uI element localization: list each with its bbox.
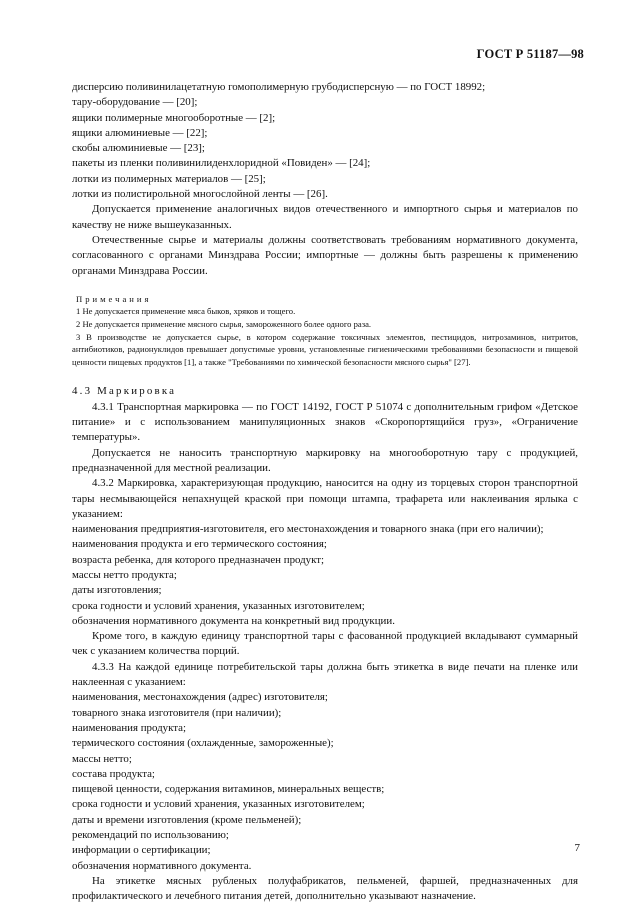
notes-block [72, 293, 578, 369]
note-item: 1 Не допускается применение мяса быков, хряков и тощего. [76, 306, 296, 317]
list-item: информации о сертификации; [72, 844, 211, 857]
notes-title: Примечания [76, 293, 152, 304]
section-heading-marking: 4.3 Маркировка [72, 385, 177, 398]
list-item: ящики алюминиевые — [22]; [72, 126, 208, 139]
list-item: наименования, местонахождения (адрес) изготовителя; [72, 691, 328, 704]
list-item: обозначения нормативного документа на конкретный вид продукции. [72, 614, 395, 627]
page-number: 7 [574, 842, 580, 854]
list-item: тару-оборудование — [20]; [72, 96, 198, 109]
list-item: даты изготовления; [72, 584, 162, 597]
paragraph-4-3-1: 4.3.1 Транспортная маркировка — по ГОСТ 14192, ГОСТ Р 51074 с дополнительным грифом «Детское питание» и с использованием манипуляционных знаков «Скоропортящийся груз», «Ограничение температуры». [72, 400, 578, 444]
list-item: товарного знака изготовителя (при наличии); [72, 706, 282, 719]
list-item: пакеты из пленки поливинилиденхлоридной «Повиден» — [24]; [72, 157, 371, 170]
list-item: наименования предприятия-изготовителя, его местонахождения и товарного знака (при его наличии); [72, 523, 544, 536]
list-item: возраста ребенка, для которого предназначен продукт; [72, 553, 325, 566]
list-item: срока годности и условий хранения, указанных изготовителем; [72, 599, 365, 612]
list-item: скобы алюминиевые — [23]; [72, 142, 205, 155]
paragraph-4-3-3: 4.3.3 На каждой единице потребительской тары должна быть этикетка в виде печати на пленке или наклеенная с указанием: [72, 660, 578, 689]
list-item: ящики полимерные многооборотные — [2]; [72, 111, 276, 124]
list-item: состава продукта; [72, 767, 155, 780]
list-item: даты и времени изготовления (кроме пельменей); [72, 813, 302, 826]
list-item: наименования продукта и его термического состояния; [72, 538, 327, 551]
paragraph-4-3-1-b: Допускается не наносить транспортную маркировку на многооборотную тару с продукцией, предназначенной для местной реализации. [72, 446, 578, 474]
list-item: срока годности и условий хранения, указанных изготовителем; [72, 798, 365, 811]
list-item: наименования продукта; [72, 721, 187, 734]
list-item: дисперсию поливинилацетатную гомополимерную грубодисперсную — по ГОСТ 18992; [72, 81, 486, 93]
list-item: массы нетто продукта; [72, 568, 177, 581]
list-item: рекомендаций по использованию; [72, 829, 229, 842]
list-item: термического состояния (охлажденные, замороженные); [72, 737, 334, 750]
document-header-standard-code: ГОСТ Р 51187—98 [476, 47, 584, 61]
note-item: 2 Не допускается применение мясного сырья, замороженного более одного раза. [76, 319, 372, 330]
paragraph-label-purpose: На этикетке мясных рубленых полуфабрикатов, пельменей, фаршей, предназначенных для профилактического и лечебного питания детей, дополнительно указывают назначение. [72, 874, 578, 903]
note-item: 3 В производстве не допускается сырье, в котором содержание токсичных элементов, пестицидов, нитрозаминов, нитритов, антибиотиков, радионуклидов превышает допустимые уровни, установленные гигиеническими требованиями безопасности и пищевой ценности пищевых продуктов [1], а также "Требованиями по химической безопасности мясного сырья" [27]. [72, 331, 578, 367]
paragraph-4-3-2-b: Кроме того, в каждую единицу транспортной тары с фасованной продукцией вкладывают суммарный чек с указанием количества порций. [72, 630, 578, 658]
list-item: массы нетто; [72, 752, 132, 765]
list-item: обозначения нормативного документа. [72, 859, 252, 872]
paragraph-4-3-2: 4.3.2 Маркировка, характеризующая продукцию, наносится на одну из торцевых сторон транспортной тары несмывающейся непахнущей краской при помощи штампа, трафарета или наклеивания ярлыка с указанием: [72, 477, 578, 520]
list-item: лотки из полимерных материалов — [25]; [72, 172, 266, 185]
paragraph-normative-docs: Отечественные сырье и материалы должны соответствовать требованиям нормативного документа, согласованного с органами Минздрава России; импортные — должны быть разрешены к применению органами Минздрава России. [72, 233, 578, 277]
list-item: пищевой ценности, содержания витаминов, минеральных веществ; [72, 783, 385, 796]
paragraph-import-materials: Допускается применение аналогичных видов отечественного и импортного сырья и материалов по качеству не ниже вышеуказанных. [72, 203, 578, 231]
list-item: лотки из полистирольной многослойной ленты — [26]. [72, 188, 328, 201]
document-body [72, 80, 578, 905]
